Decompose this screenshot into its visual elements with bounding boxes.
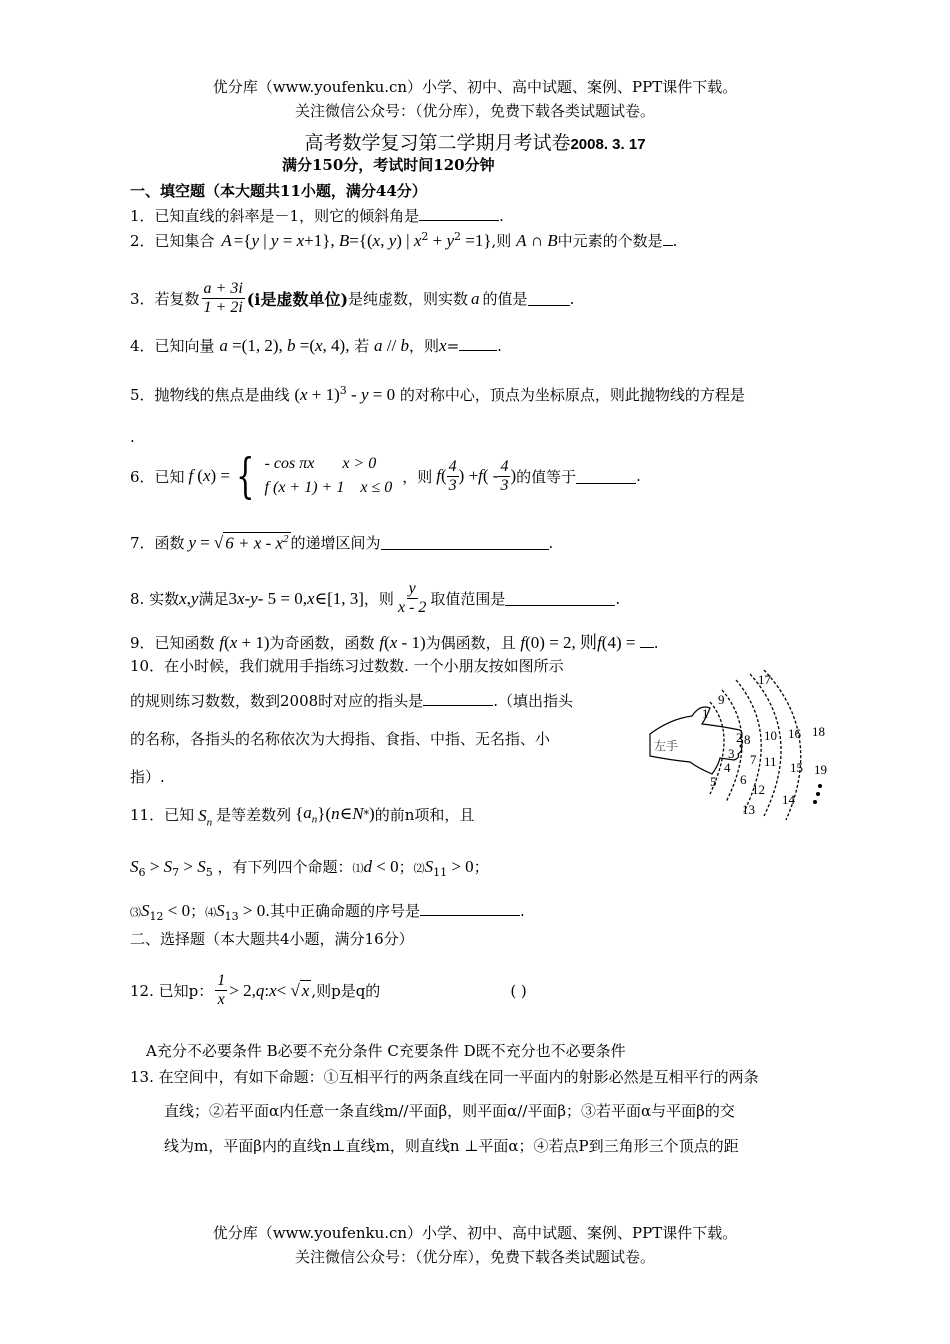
q11-text-d: ，有下列四个命题： <box>217 858 353 876</box>
q10-text-a: 的规则练习数数，数到2008时对应的指头是 <box>130 692 424 710</box>
hand-num-14: 14 <box>782 792 795 807</box>
section-choice: 二、选择题（本大题共4小题，满分16分） <box>130 930 414 948</box>
hand-num-1: 1 <box>702 706 709 721</box>
q10-line-2 <box>130 690 573 711</box>
q6-text-b: ，则 <box>402 467 433 486</box>
q5-text-a: 5．抛物线的焦点是曲线 <box>130 386 290 404</box>
header-line-2: 关注微信公众号：（优分库），免费下载各类试题试卷。 <box>294 102 655 120</box>
q1-text: 1．已知直线的斜率是－1，则它的倾斜角是 <box>130 207 420 225</box>
q3-text-a: 3．若复数 <box>130 290 200 308</box>
q8-text-b: 满足 <box>198 590 229 608</box>
q11-line-3: $⑶S_{12} < 0$；$⑷S_{13} > 0$.其中正确命题的序号是 . <box>130 901 525 923</box>
q11-text-e: .其中正确命题的序号是 <box>265 902 420 920</box>
hand-num-19: 19 <box>814 762 827 777</box>
hand-num-7: 7 <box>750 752 757 767</box>
hand-num-11: 11 <box>764 754 777 769</box>
q3-fraction: $\frac{a + 3i}{1 + 2i}$ <box>203 280 243 316</box>
q2-formula: A <box>221 231 232 250</box>
hand-num-18: 18 <box>812 724 825 739</box>
q3-text-c: 是纯虚数，则实数 <box>348 290 469 308</box>
q10-line-3: 的名称，各指头的名称依次为大拇指、食指、中指、无名指、小 <box>130 730 551 748</box>
answer-blank <box>640 633 654 648</box>
q11-prop-2: ⑵ <box>413 862 425 875</box>
answer-blank <box>381 535 549 550</box>
q4-text-c: ，则 <box>409 337 440 355</box>
q2-end: . <box>672 232 678 250</box>
question-6: 6．已知 f ( x ) = { - cos πx x > 0 f (x + 1) + 1 x ≤ 0 ，则 f ( $\frac{4}{3}$ ) + f ( - $\frac{4}{3}$ ) 的值等于 . <box>130 448 641 504</box>
q6-end: . <box>636 467 641 485</box>
q12-answer-paren: ( ) <box>510 981 527 1000</box>
title-date: 2008. 3. 17 <box>570 136 646 153</box>
question-5: 5．抛物线的焦点是曲线 $(x + 1)^3 - y = 0$ 的对称中心，顶点为坐标原点，则此抛物线的方程是 <box>130 384 745 404</box>
q9-text-c: 为偶函数，且 <box>425 634 516 652</box>
q13-line-1: 13. 在空间中，有如下命题：①互相平行的两条直线在同一平面内的射影必然是互相平行的两条 <box>130 1068 759 1086</box>
q4-end: . <box>497 337 502 355</box>
footer-line-2: 关注微信公众号：（优分库），免费下载各类试题试卷。 <box>294 1248 655 1266</box>
q6-text-c: 的值等于 <box>516 467 577 486</box>
hand-num-8: 8 <box>744 732 751 747</box>
hand-num-6: 6 <box>740 772 747 787</box>
q9-end: . <box>653 634 659 652</box>
q11-end: . <box>519 902 525 920</box>
q12-text-a: 12. 已知p： <box>130 982 214 1000</box>
q10-line-4: 指）. <box>130 768 165 786</box>
q4-formula: a <box>219 336 228 355</box>
question-3: 3．若复数 $\frac{a + 3i}{1 + 2i}$ (i是虚数单位) 是纯虚数，则实数 a 的值是 . <box>130 280 575 316</box>
q9-text-b: 为奇函数，函数 <box>269 634 375 652</box>
q11-text-a: 11．已知 <box>130 805 195 824</box>
subtitle: 满分150分，考试时间120分钟 <box>282 156 495 174</box>
answer-blank <box>420 901 520 916</box>
q5-formula: ( <box>294 385 300 404</box>
q10-line-1: 10．在小时候，我们就用手指练习过数数. 一个小朋友按如图所示 <box>130 657 564 675</box>
answer-blank <box>505 591 615 606</box>
hand-counting-figure <box>640 664 840 824</box>
q5-dot: . <box>130 428 135 446</box>
section-fill-blank: 一、填空题（本大题共11小题，满分44分） <box>130 182 427 200</box>
answer-blank <box>459 336 497 351</box>
q11-text-c: 的前n项和，且 <box>374 805 475 824</box>
q6-text-a: 6．已知 <box>130 467 185 486</box>
q2-text-c: 中元素的个数是 <box>557 232 663 250</box>
q11-text-b: 是等差数列 <box>216 805 292 824</box>
answer-blank <box>423 691 493 706</box>
title-main: 高考数学复习第二学期月考试卷 <box>304 132 571 154</box>
q2-text-b: ,则 <box>491 232 512 250</box>
hand-num-17: 17 <box>758 672 771 687</box>
question-2: 2．已知集合 A ={y | y = x+1}, B={(x, y) | $x^2 + y^2 =1$},则 A ∩ B中元素的个数是 . <box>130 230 678 250</box>
q13-line-2: 直线；②若平面α内任意一条直线m//平面β，则平面α//平面β；③若平面α与平面β的交 <box>164 1102 735 1120</box>
hand-num-2: 2 <box>736 730 743 745</box>
q5-text-b: 的对称中心，顶点为坐标原点，则此抛物线的方程是 <box>399 386 745 404</box>
q11-prop-1: ⑴ <box>352 862 364 875</box>
hand-num-4: 4 <box>724 760 731 775</box>
page-title <box>0 128 950 155</box>
question-7: 7．函数 y = √ $6 + x - x^2$ 的递增区间为 . <box>130 532 554 553</box>
q3-text-d: 的值是 <box>482 290 528 308</box>
answer-blank <box>576 469 636 484</box>
question-1: 1．已知直线的斜率是－1，则它的倾斜角是 . <box>130 207 504 225</box>
q8-text-c: ，则 <box>363 590 394 608</box>
q3-end: . <box>569 289 575 308</box>
hand-num-16: 16 <box>788 726 801 741</box>
question-9: 9．已知函数 f(x + 1)为奇函数，函数 f(x - 1)为偶函数，且 f(0) = 2, 则f(4) = . <box>130 633 659 652</box>
q6-piecewise: { - cos πx x > 0 f (x + 1) + 1 x ≤ 0 <box>236 448 393 504</box>
answer-blank <box>528 291 570 306</box>
q8-end: . <box>615 589 621 608</box>
q8-text-a: 8. 实数 <box>130 590 180 608</box>
q7-text-a: 7．函数 <box>130 534 185 553</box>
hand-num-15: 15 <box>790 760 803 775</box>
footer-line-1: 优分库（www.youfenku.cn）小学、初中、高中试题、案例、PPT课件下载。 <box>212 1224 738 1242</box>
hand-num-10: 10 <box>764 728 777 743</box>
q8-text-d: 取值范围是 <box>430 590 506 608</box>
q12-options: A充分不必要条件 B必要不充分条件 C充要条件 D既不充分也不必要条件 <box>146 1042 626 1060</box>
hand-num-13: 13 <box>742 802 755 817</box>
hand-num-12: 12 <box>752 782 765 797</box>
q9-text-a: 9．已知函数 <box>130 634 215 652</box>
q11-line-2: $S_6 > S_7 > S_5$ ，有下列四个命题：⑴d < 0；$⑵S_{11} > 0$； <box>130 857 489 879</box>
q12-text-b: ,则p是q的 <box>311 982 381 1000</box>
q4-text-a: 4．已知向量 <box>130 337 215 355</box>
question-8: 8. 实数 x , y 满足 3 x - y - 5 = 0, x ∈[1, 3] ，则 $\frac{y}{x - 2}$ 取值范围是 . <box>130 580 621 616</box>
answer-blank <box>419 206 499 221</box>
q11-prop-3: ⑶ <box>130 906 141 919</box>
header-line-1: 优分库（www.youfenku.cn）小学、初中、高中试题、案例、PPT课件下载。 <box>212 78 738 96</box>
q10-text-b: .（填出指头 <box>493 692 573 710</box>
q13-line-3: 线为m，平面β内的直线n⊥直线m，则直线n ⊥平面α；④若点P到三角形三个顶点的距 <box>164 1137 739 1155</box>
hand-num-5: 5 <box>710 774 717 789</box>
hand-num-3: 3 <box>728 746 735 761</box>
q3-text-b: (i是虚数单位) <box>246 290 349 309</box>
q7-end: . <box>548 533 554 552</box>
answer-blank <box>663 231 673 246</box>
question-11: 11．已知 $S_n$ 是等差数列 { $a_n$ }( n ∈ N * ) 的前n项和，且 <box>130 803 475 829</box>
q4-text-b: 若 <box>354 337 370 355</box>
q7-text-b: 的递增区间为 <box>290 534 381 553</box>
hand-label: 左手 <box>654 739 679 753</box>
question-4: 4．已知向量 a =(1, 2), b =(x, 4), 若 a // b，则x= . <box>130 336 502 355</box>
hand-num-9: 9 <box>718 692 725 707</box>
q11-prop-4: ⑷ <box>205 906 217 919</box>
q2-text-a: 2．已知集合 <box>130 232 215 250</box>
question-12: 12. 已知p： $\frac{1}{x}$ > 2, q : x < √ x ,则p是q的 ( ) <box>130 972 527 1008</box>
